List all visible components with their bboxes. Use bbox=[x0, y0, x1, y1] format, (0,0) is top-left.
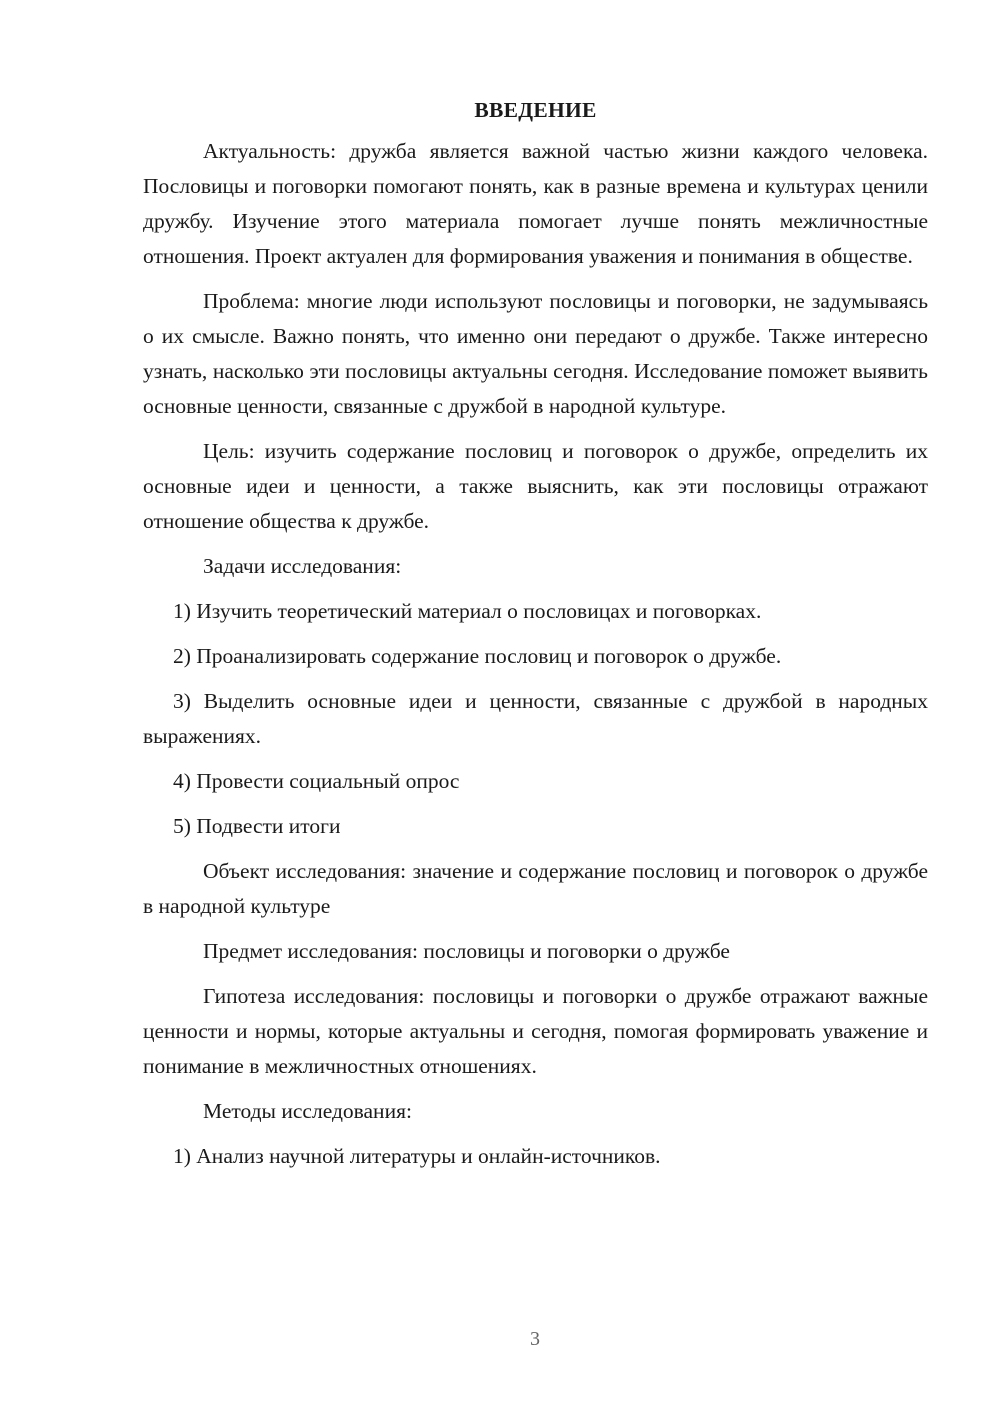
relevance-paragraph: Актуальность: дружба является важной частью жизни каждого человека. Пословицы и поговорки помогают понять, как в разные времена и культурах ценили дружбу. Изучение этого материала помогает лучше понять межличностные отношения. Проект актуален для формирования уважения и понимания в обществе. bbox=[143, 139, 928, 268]
problem-paragraph: Проблема: многие люди используют пословицы и поговорки, не задумываясь о их смысле. Важно понять, что именно они передают о дружбе. Также интересно узнать, насколько эти пословицы актуальны сегодня. Исследование поможет выявить основные ценности, связанные с дружбой в народной культуре. bbox=[143, 289, 928, 418]
section-heading: ВВЕДЕНИЕ bbox=[474, 98, 597, 122]
goal-paragraph: Цель: изучить содержание пословиц и поговорок о дружбе, определить их основные идеи и ценности, а также выяснить, как эти пословицы отражают отношение общества к дружбе. bbox=[143, 439, 928, 533]
page-number: 3 bbox=[530, 1328, 540, 1350]
tasks-heading: Задачи исследования: bbox=[203, 554, 402, 578]
document-body bbox=[143, 93, 928, 1184]
task-item-4: 4) Провести социальный опрос bbox=[173, 769, 460, 793]
task-item-2: 2) Проанализировать содержание пословиц и поговорок о дружбе. bbox=[173, 644, 782, 668]
method-item-1: 1) Анализ научной литературы и онлайн-источников. bbox=[173, 1144, 661, 1168]
task-item-3: 3) Выделить основные идеи и ценности, связанные с дружбой в народных выражениях. bbox=[143, 689, 928, 748]
task-item-5: 5) Подвести итоги bbox=[173, 814, 341, 838]
object-paragraph: Объект исследования: значение и содержание пословиц и поговорок о дружбе в народной культуре bbox=[143, 859, 928, 918]
subject-paragraph: Предмет исследования: пословицы и поговорки о дружбе bbox=[203, 939, 730, 963]
methods-heading: Методы исследования: bbox=[203, 1099, 412, 1123]
hypothesis-paragraph: Гипотеза исследования: пословицы и поговорки о дружбе отражают важные ценности и нормы, которые актуальны и сегодня, помогая формировать уважение и понимание в межличностных отношениях. bbox=[143, 984, 928, 1078]
task-item-1: 1) Изучить теоретический материал о пословицах и поговорках. bbox=[173, 599, 762, 623]
